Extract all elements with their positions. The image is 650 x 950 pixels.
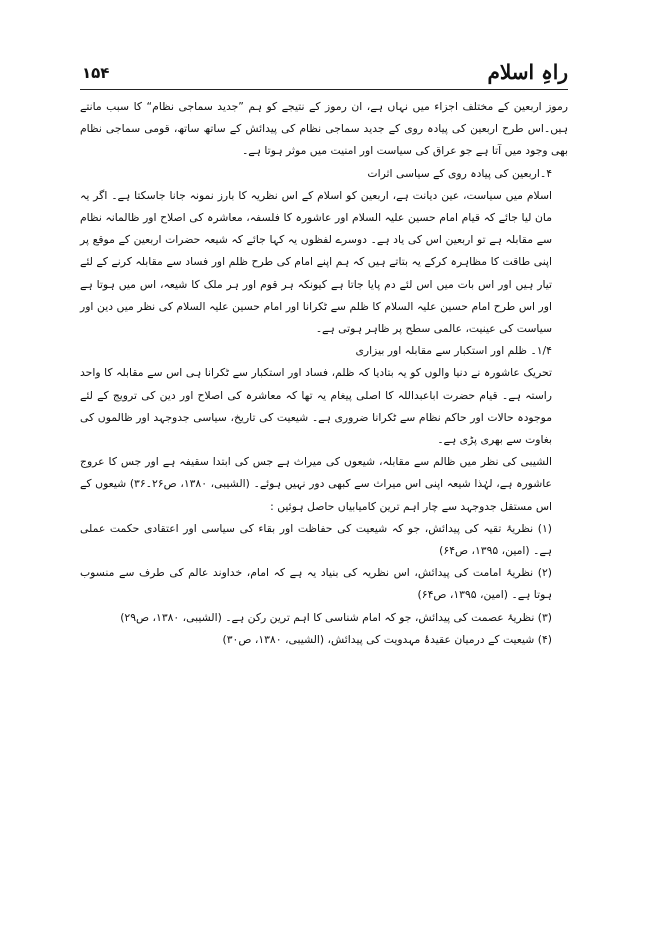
page-header (80, 58, 568, 90)
list-item-ismat: (۳) نظریۂ عصمت کی پیدائش، جو کہ امام شناسی کا اہم ترین رکن ہے۔ (الشیبی، ۱۳۸۰، ص۲۹) (120, 610, 552, 624)
journal-title: راہِ اسلام (487, 60, 568, 84)
paragraph-intro-continuation: رموز اربعین کے مختلف اجزاء میں نہاں ہے، ان رموز کے نتیجے کو ہم ”جدید سماجی نظام“ کا سبب مانتے ہیں۔اس طرح اربعین کی پیادہ روی کے جدید سماجی نظام کی پیدائش کے ساتھ ساتھ، قومی سماجی نظام بھی وجود میں آتا ہے جو عراق کی سیاست اور امنیت میں موثر ہوتا ہے۔ (80, 100, 568, 158)
article-body (80, 96, 568, 651)
paragraph-shaibi-view: الشیبی کی نظر میں ظالم سے مقابلہ، شیعوں کی میراث ہے جس کی ابتدا سقیفہ ہے اور جس کا عروج عاشورہ ہے، لہٰذا شیعہ اپنی اس میراث سے کبھی دور نہیں ہوئے۔ (الشیبی، ۱۳۸۰، ص۲۶۔۳۶) شیعوں کے اس مستقل جدوجہد سے چار اہم ترین کامیابیاں حاصل ہوئیں : (80, 455, 552, 513)
section-heading-political-effects: ۴۔اربعین کی پیادہ روی کے سیاسی اثرات (367, 166, 552, 180)
paragraph-politics-in-islam: اسلام میں سیاست، عین دیانت ہے، اربعین کو اسلام کے اس نظریہ کا بارز نمونہ جانا جاسکتا ہے۔ اگر یہ مان لیا جائے کہ قیام امام حسین علیہ السلام اور عاشورہ کا فلسفہ، معاشرہ کی اصلاح اور ظالمانہ نظام سے مقابلہ ہے تو اربعین اس کی یاد ہے۔ دوسرے لفظوں یہ کہا جائے کہ شیعہ حضرات اربعین کے موقع پر اپنی طاقت کا مظاہرہ کرکے یہ بتاتے ہیں کہ ہم اپنے امام کی طرح ظلم اور فساد سے مقابلہ کرنے کے لئے تیار ہیں اور اس بات میں اس لئے دم پایا جاتا ہے کیونکہ ہر قوم اور ہر ملک کا شیعہ، اس میں ہوتا ہے اور اس طرح امام حسین علیہ السلام کا ظلم سے ٹکرانا اور امام حسین علیہ السلام کی نظر میں دین اور سیاست کی عینیت، عالمی سطح پر ظاہر ہوتی ہے۔ (80, 188, 552, 336)
paragraph-ashura-movement: تحریک عاشورہ نے دنیا والوں کو یہ بتادیا کہ ظلم، فساد اور استکبار سے ٹکرانا ہی اس سے مقابلہ کا واحد راستہ ہے۔ قیام حضرت اباعبداللہ کا اصلی پیغام یہ تھا کہ معاشرہ کی اصلاح اور دین کی ترویج کے لئے موجودہ حالات اور حاکم نظام سے ٹکرانا ضروری ہے۔ شیعیت کی تاریخ، سیاسی جدوجہد اور ظالموں کی بغاوت سے بھری پڑی ہے۔ (80, 366, 552, 447)
list-item-imamate: (۲) نظریۂ امامت کی پیدائش، اس نظریہ کی بنیاد یہ ہے کہ امام، خداوند عالم کی طرف سے منسوب ہوتا ہے۔ (امین، ۱۳۹۵، ص۶۴) (80, 566, 552, 602)
subsection-heading-oppression: ۱/۴۔ ظلم اور استکبار سے مقابلہ اور بیزاری (355, 344, 552, 358)
page-number: ۱۵۴ (82, 64, 110, 82)
list-item-mahdaviyat: (۴) شیعیت کے درمیان عقیدۂ مہدویت کی پیدائش، (الشیبی، ۱۳۸۰، ص۳۰) (222, 632, 552, 646)
list-item-taqiyya: (۱) نظریۂ تقیہ کی پیدائش، جو کہ شیعیت کی حفاظت اور بقاء کی سیاسی اور اعتقادی حکمت عملی ہے۔ (امین، ۱۳۹۵، ص۶۴) (80, 521, 552, 558)
header-divider (80, 89, 568, 90)
